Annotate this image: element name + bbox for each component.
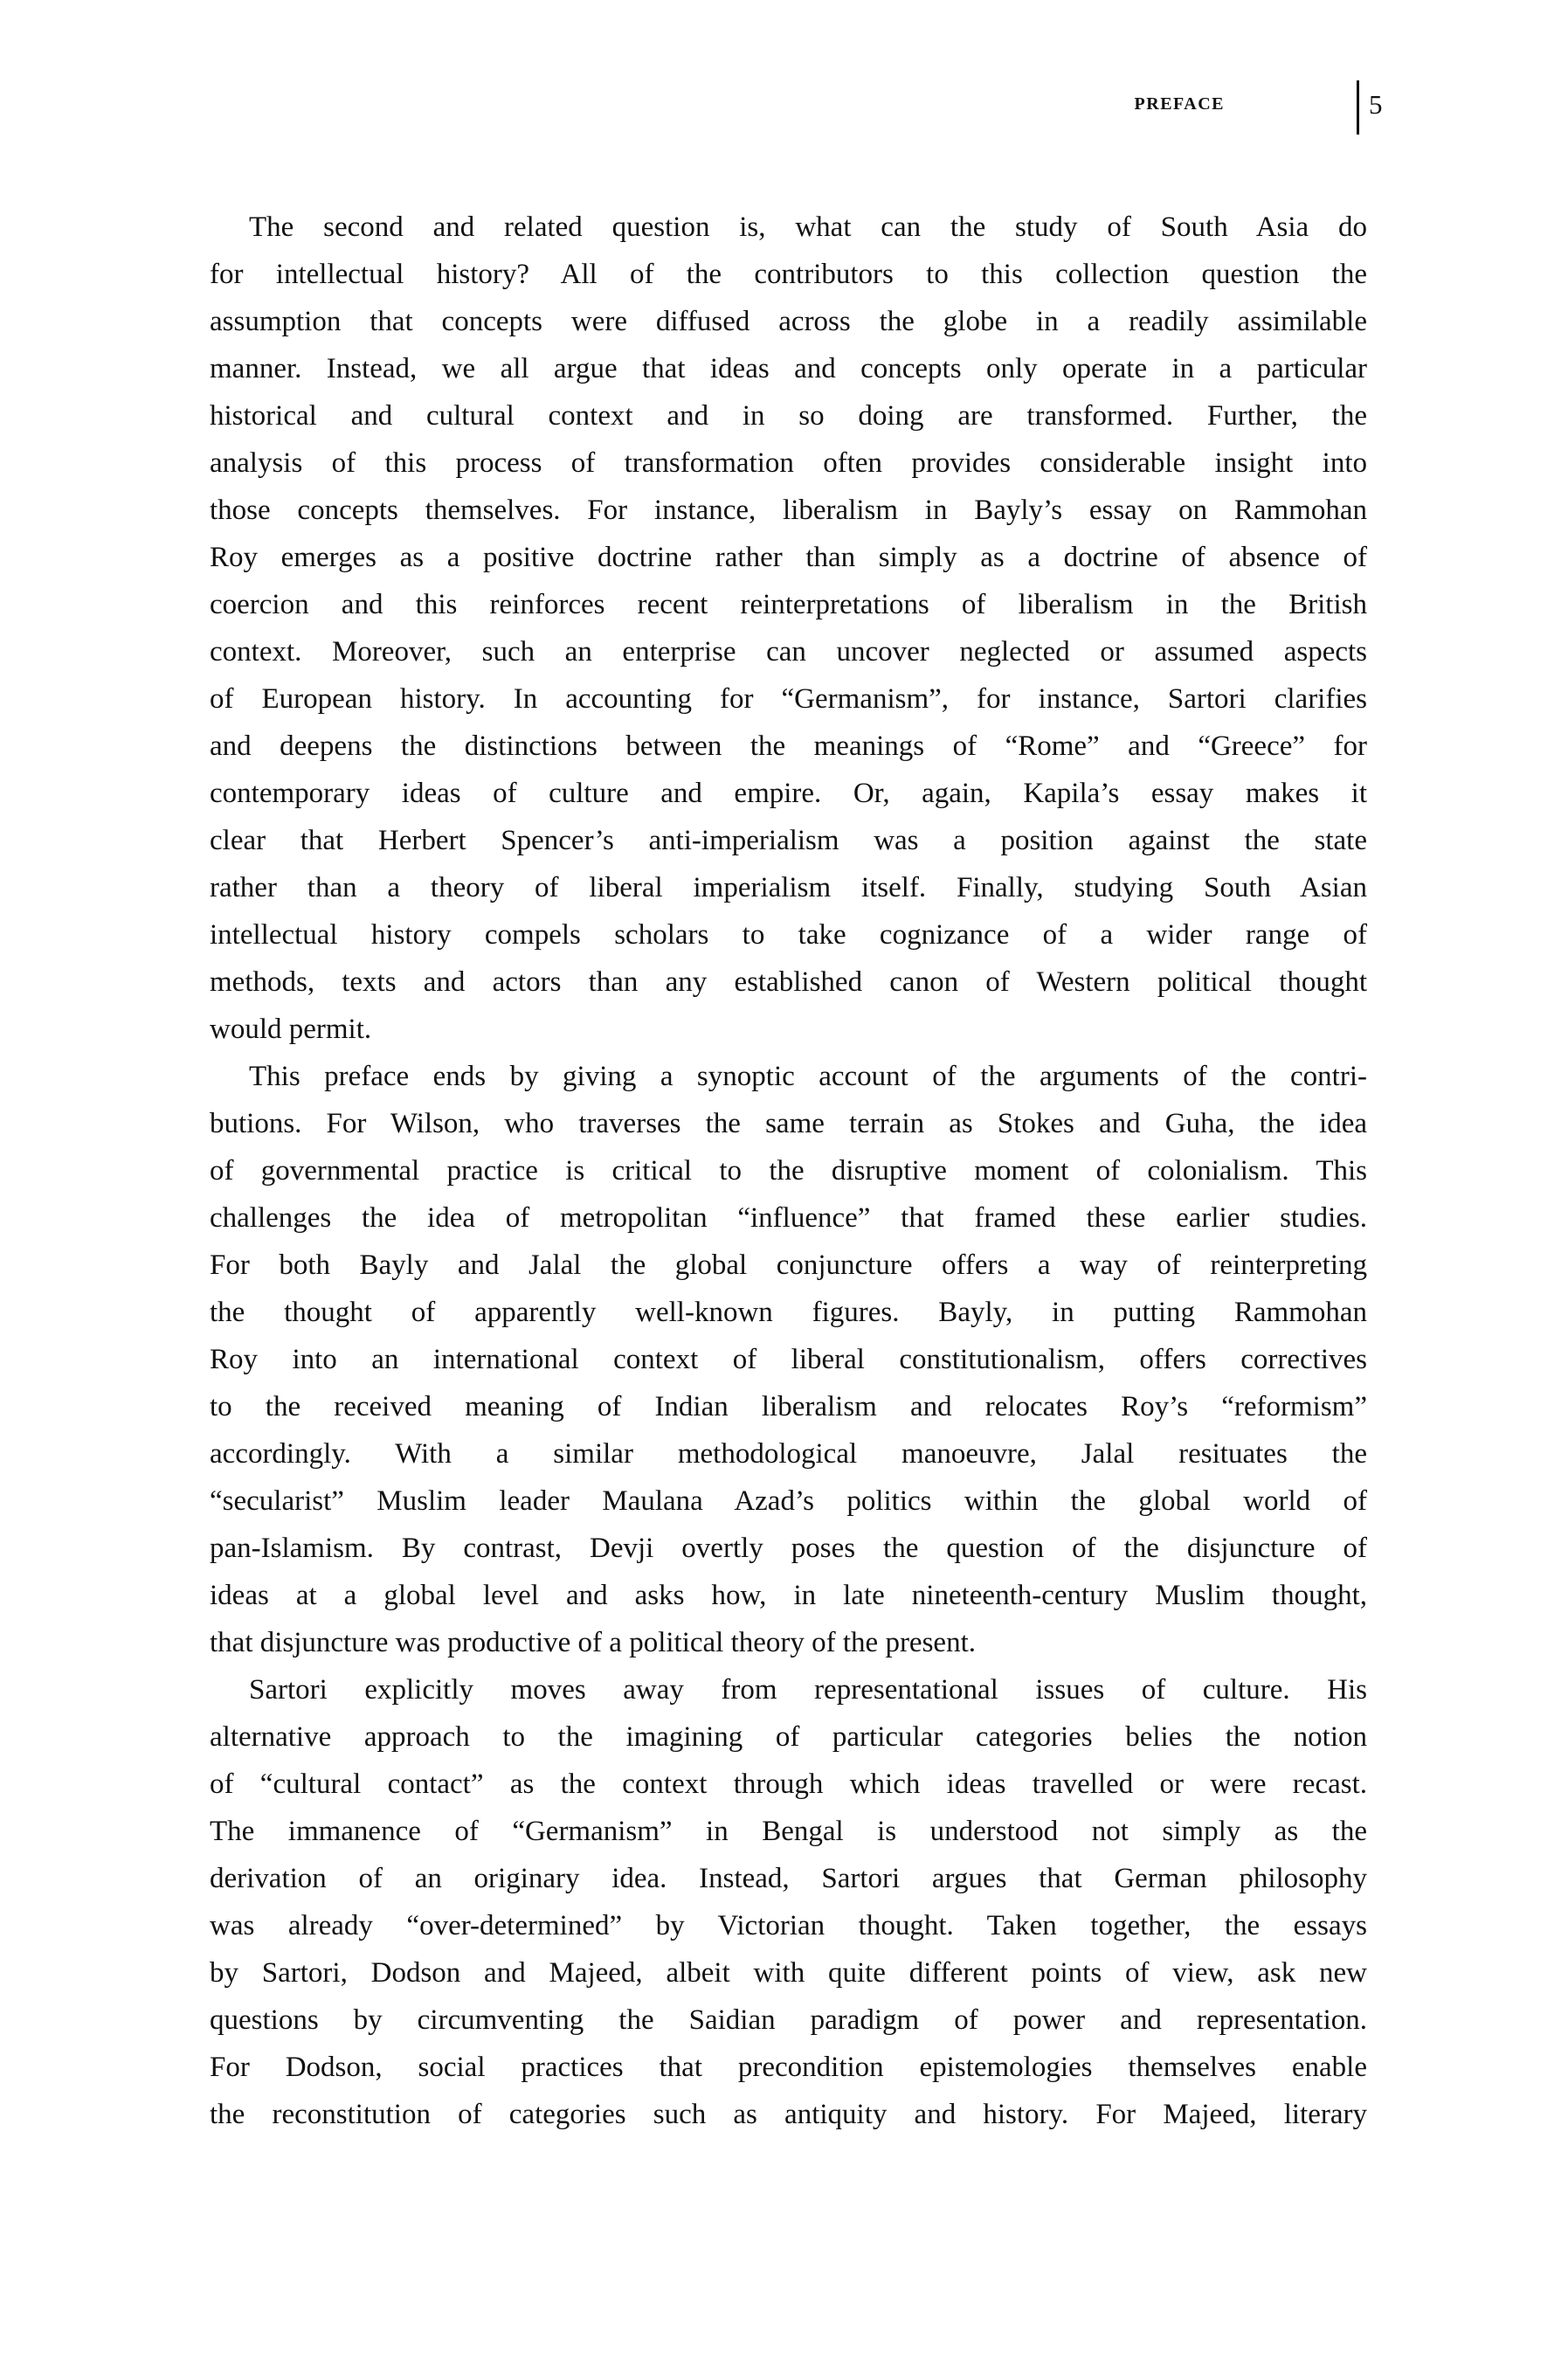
text-line: Roy emerges as a positive doctrine rather than simply as a doctrine of absence of — [210, 542, 1367, 573]
text-line: derivation of an originary idea. Instead, Sartori argues that German philosophy — [210, 1863, 1367, 1894]
text-line: challenges the idea of metropolitan “influence” that framed these earlier studies. — [210, 1202, 1367, 1234]
text-line: manner. Instead, we all argue that ideas and concepts only operate in a particular — [210, 353, 1367, 384]
text-line: ideas at a global level and asks how, in late nineteenth-century Muslim thought, — [210, 1580, 1367, 1611]
text-line: of European history. In accounting for “Germanism”, for instance, Sartori clarifies — [210, 683, 1367, 715]
text-line: contemporary ideas of culture and empire. Or, again, Kapila’s essay makes it — [210, 778, 1367, 809]
text-line: The immanence of “Germanism” in Bengal is understood not simply as the — [210, 1816, 1367, 1847]
text-line: of governmental practice is critical to the disruptive moment of colonialism. This — [210, 1155, 1367, 1187]
text-line: rather than a theory of liberal imperialism itself. Finally, studying South Asian — [210, 872, 1367, 903]
text-line: the reconstitution of categories such as antiquity and history. For Majeed, literary — [210, 2099, 1367, 2130]
text-line: to the received meaning of Indian liberalism and relocates Roy’s “reformism” — [210, 1391, 1367, 1422]
text-line: was already “over-determined” by Victorian thought. Taken together, the essays — [210, 1910, 1367, 1941]
text-line: for intellectual history? All of the contributors to this collection question the — [210, 259, 1367, 290]
text-line: by Sartori, Dodson and Majeed, albeit with quite different points of view, ask new — [210, 1957, 1367, 1989]
text-line: Roy into an international context of liberal constitutionalism, offers correctives — [210, 1344, 1367, 1375]
body-text — [210, 204, 1367, 2138]
text-line: that disjuncture was productive of a political theory of the present. — [210, 1627, 976, 1658]
text-line: would permit. — [210, 1014, 372, 1045]
text-line: Sartori explicitly moves away from representational issues of culture. His — [249, 1674, 1367, 1706]
text-line: The second and related question is, what can the study of South Asia do — [249, 211, 1367, 243]
page-number: 5 — [1369, 89, 1383, 120]
text-line: context. Moreover, such an enterprise can uncover neglected or assumed aspects — [210, 636, 1367, 668]
text-line: the thought of apparently well-known figures. Bayly, in putting Rammohan — [210, 1297, 1367, 1328]
text-line: of “cultural contact” as the context through which ideas travelled or were recast. — [210, 1768, 1367, 1800]
text-line: questions by circumventing the Saidian paradigm of power and representation. — [210, 2004, 1367, 2036]
text-line: historical and cultural context and in so doing are transformed. Further, the — [210, 400, 1367, 432]
paragraph — [210, 1053, 1367, 1666]
header-divider — [1357, 80, 1359, 135]
text-line: methods, texts and actors than any established canon of Western political thought — [210, 966, 1367, 998]
text-line: For both Bayly and Jalal the global conjuncture offers a way of reinterpreting — [210, 1249, 1367, 1281]
running-header — [1134, 79, 1433, 136]
paragraph — [210, 1666, 1367, 2138]
text-line: clear that Herbert Spencer’s anti-imperialism was a position against the state — [210, 825, 1367, 856]
text-line: pan-Islamism. By contrast, Devji overtly poses the question of the disjuncture of — [210, 1533, 1367, 1564]
text-line: butions. For Wilson, who traverses the same terrain as Stokes and Guha, the idea — [210, 1108, 1367, 1139]
text-line: alternative approach to the imagining of particular categories belies the notion — [210, 1721, 1367, 1753]
text-line: those concepts themselves. For instance, liberalism in Bayly’s essay on Rammohan — [210, 495, 1367, 526]
text-line: “secularist” Muslim leader Maulana Azad’s politics within the global world of — [210, 1485, 1367, 1517]
text-line: assumption that concepts were diffused across the globe in a readily assimilable — [210, 306, 1367, 337]
paragraph — [210, 204, 1367, 1053]
text-line: coercion and this reinforces recent reinterpretations of liberalism in the British — [210, 589, 1367, 620]
text-line: intellectual history compels scholars to take cognizance of a wider range of — [210, 919, 1367, 951]
running-title: PREFACE — [1134, 94, 1225, 114]
text-line: This preface ends by giving a synoptic account of the arguments of the contri- — [249, 1061, 1367, 1092]
text-line: analysis of this process of transformation often provides considerable insight into — [210, 447, 1367, 479]
text-line: accordingly. With a similar methodological manoeuvre, Jalal resituates the — [210, 1438, 1367, 1470]
text-line: For Dodson, social practices that precondition epistemologies themselves enable — [210, 2052, 1367, 2083]
text-line: and deepens the distinctions between the meanings of “Rome” and “Greece” for — [210, 730, 1367, 762]
